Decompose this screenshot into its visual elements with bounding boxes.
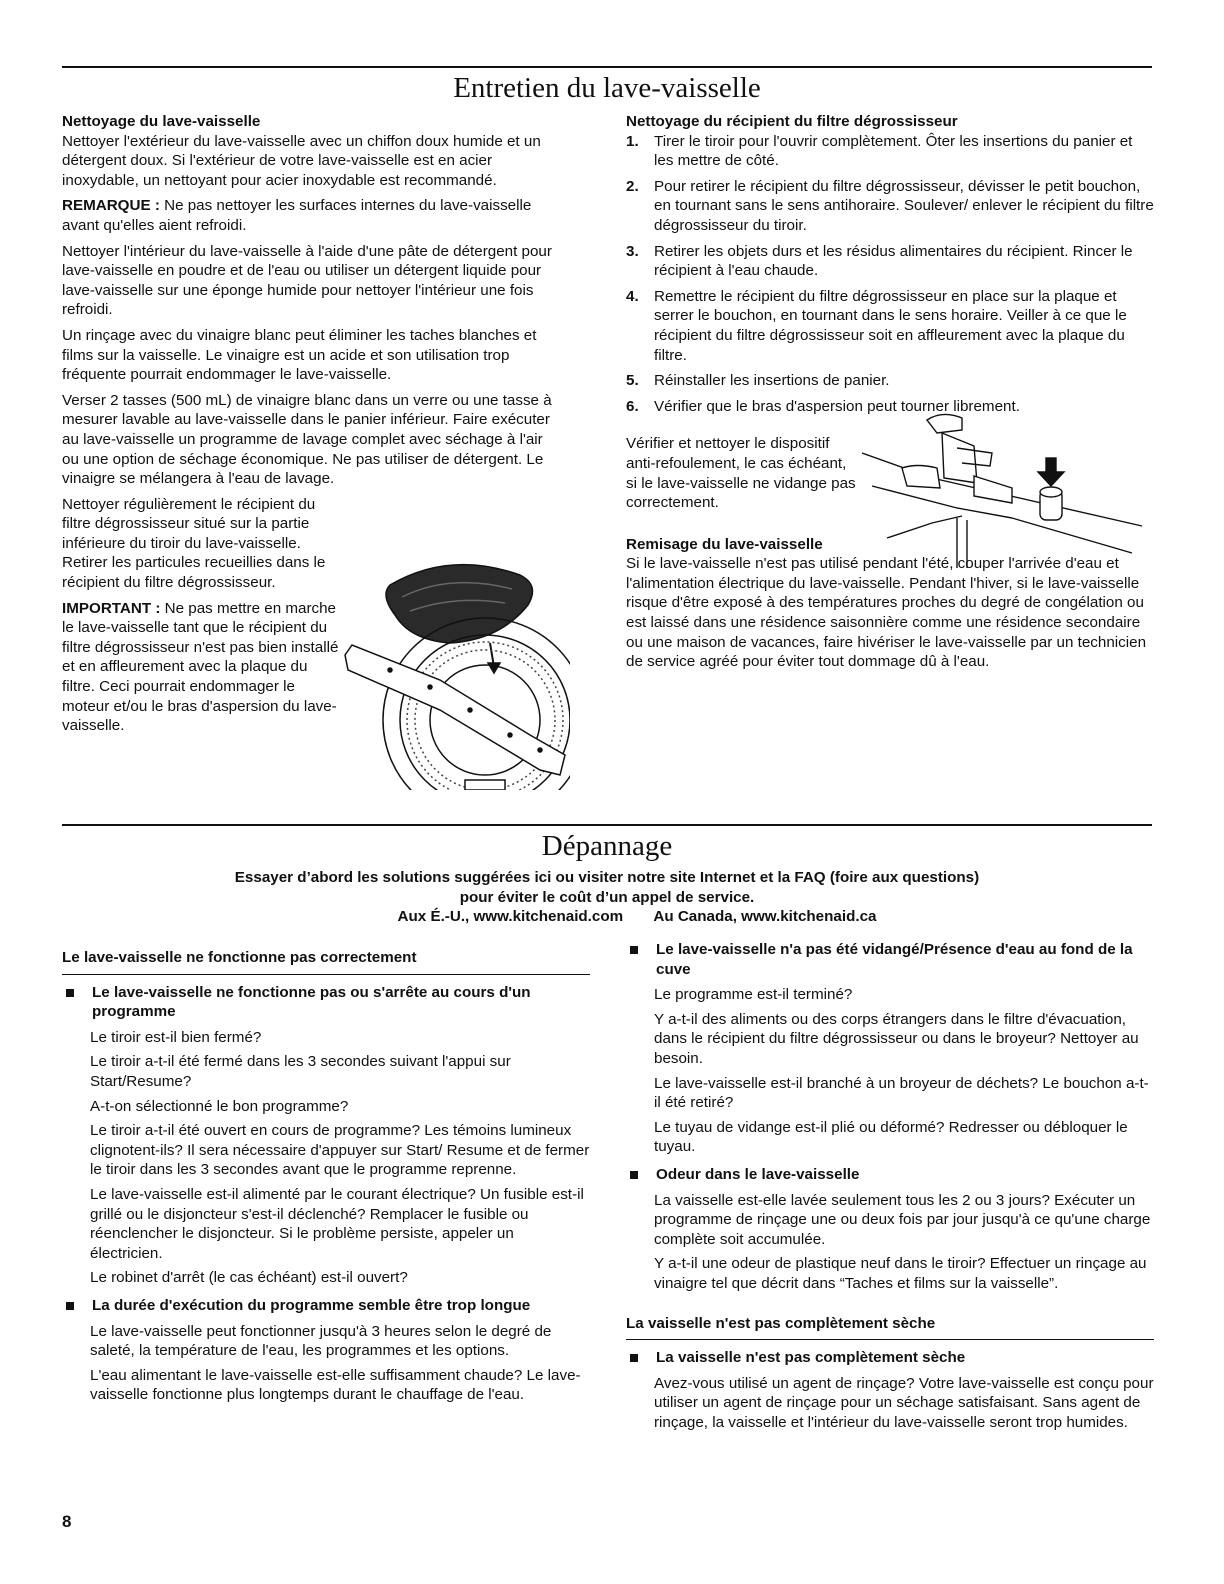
answer-item: Le tuyau de vidange est-il plié ou déformé? Redresser ou débloquer le tuyau. [654,1118,1128,1156]
answer-item: Le lave-vaisselle peut fonctionner jusqu'à 3 heures selon le degré de saleté, la température de l'eau, les programmes et les options. [90,1322,552,1360]
intro-line-1: Essayer d’abord les solutions suggérées ici ou visiter notre site Internet et la FAQ (foire aux questions) [234,869,980,886]
step-2: 2. Pour retirer le récipient du filtre dégrossisseur, dévisser le petit bouchon, en tournant sans le sens antihoraire. Soulever/ enlever le récipient du filtre dégrossisseur du tiroir. [626,177,1154,234]
step-5: 5. Réinstaller les insertions de panier. [626,372,890,390]
problem-5-answers [626,1374,1154,1433]
problem-4-answers [626,1191,1154,1294]
paragraph-exterieur: Nettoyer l'extérieur du lave-vaisselle avec un chiffon doux humide et un détergent doux. Si l'extérieur de votre lave-vaisselle est en acier inoxydable, un nettoyant pour acier inoxydable est recommandé. [62,132,541,189]
canada-website-link[interactable]: Au Canada, www.kitchenaid.ca [653,908,877,926]
important-text: Ne pas mettre en marche le lave-vaisselle tant que le récipient du filtre dégrossisseur n'est pas bien installé et en affleurement avec la plaque du filtre. Ceci pourrait endommager le moteur et/ou le bras d'aspersion du lave-vaisselle. [62,599,339,735]
paragraph-interieur: Nettoyer l'intérieur du lave-vaisselle à l'aide d'une pâte de détergent pour lave-vaisselle en poudre et de l'eau ou utiliser un détergent liquide pour lave-vaisselle sur une éponge humide pour nettoyer l'intérieur une fois refroidi. [62,242,552,319]
step-4: 4. Remettre le récipient du filtre dégrossisseur en place sur la plaque et serrer le bouchon, en tournant dans le sens horaire. Veiller à ce que le récipient du filtre dégrossisseur soit en affleurement avec la plaque du filtre. [626,287,1127,364]
us-website-link[interactable]: Aux É.-U., www.kitchenaid.com [397,908,624,926]
page-number: 8 [62,1512,72,1531]
answer-item: A-t-on sélectionné le bon programme? [90,1097,349,1115]
air-gap-illustration [862,408,1152,568]
answer-item: Le tiroir est-il bien fermé? [90,1028,262,1046]
answer-item: Le tiroir a-t-il été ouvert en cours de programme? Les témoins lumineux clignotent-ils? Il sera nécessaire d'appuyer sur Start/ Resume et de fermer le tiroir dans les 3 secondes avant que le programme reprenne. [90,1122,590,1179]
paragraph-filtre: Nettoyer régulièrement le récipient du filtre dégrossisseur situé sur la partie inférieure du tiroir du lave-vaisselle. Retirer les particules recueillies dans le récipient du filtre dégrossisseur. [62,495,326,592]
answer-item: Le lave-vaisselle est-il branché à un broyeur de déchets? Le bouchon a-t-il été retiré? [654,1074,1149,1112]
problem-2-answers [62,1322,590,1405]
bullet-square [630,1354,638,1362]
intro-line-2: pour éviter le coût d’un appel de service. [459,888,755,906]
answer-item: Le programme est-il terminé? [654,986,853,1004]
problem-odeur: Odeur dans le lave-vaisselle [626,1165,1154,1185]
step-3: 3. Retirer les objets durs et les résidus alimentaires du récipient. Rincer le récipient à l'eau chaude. [626,242,1133,280]
answer-item: Le robinet d'arrêt (le cas échéant) est-il ouvert? [90,1269,408,1287]
bullet-square [630,946,638,954]
problem-3-answers [626,985,1154,1157]
problem-duree-trop-longue: La durée d'exécution du programme semble être trop longue [62,1296,590,1316]
middle-rule [62,824,1152,826]
answer-item: Le tiroir a-t-il été fermé dans les 3 secondes suivant l'appui sur Start/Resume? [90,1053,511,1090]
important-label: IMPORTANT : [62,599,161,617]
problem-pas-vidange: Le lave-vaisselle n'a pas été vidangé/Présence d'eau au fond de la cuve [626,940,1154,979]
depannage-left-column [62,948,590,1410]
answer-item: Le lave-vaisselle est-il alimenté par le courant électrique? Un fusible est-il grillé ou le disjoncteur s'est-il déclenché? Remplacer le fusible ou réenclencher le disjoncteur. Si le problème persiste, appeler un électricien. [90,1185,584,1262]
bullet-square [630,1171,638,1179]
depannage-intro [62,868,1152,927]
paragraph-remarque [62,196,560,235]
category-pas-seche: La vaisselle n'est pas complètement sèche [626,1314,1154,1341]
step-1: 1. Tirer le tiroir pour l'ouvrir complètement. Ôter les insertions du panier et les mettre de côté. [626,132,1133,170]
section-title-entretien: Entretien du lave-vaisselle [453,72,761,104]
paragraph-verser: Verser 2 tasses (500 mL) de vinaigre blanc dans un verre ou une tasse à mesurer lavable au lave-vaisselle dans le panier inférieur. Faire exécuter au lave-vaisselle un programme de lavage complet avec séchage à l'air ou une option de séchage économique. Ne pas utiliser de détergent. Le vinaigre se mélangera à l'eau de lavage. [62,391,552,488]
paragraph-remisage: Si le lave-vaisselle n'est pas utilisé pendant l'été, couper l'arrivée d'eau et l'alimentation électrique du lave-vaisselle. Pendant l'hiver, si le lave-vaisselle risque d'être exposé à des températures proches du degré de congélation ou est laissé dans une résidence saisonnière comme une résidence secondaire ou une maison de vacances, faire hivériser le lave-vaisselle par un technicien de service agréé pour éviter tout dommage dû à l'eau. [626,555,1147,671]
paragraph-vinaigre: Un rinçage avec du vinaigre blanc peut éliminer les taches blanches et films sur la vaisselle. Le vinaigre est un acide et son utilisation trop fréquente pourrait endommager le lave-vaisselle. [62,326,537,384]
bullet-square [66,989,74,997]
depannage-right-column [626,932,1154,1437]
cleaning-steps [626,132,1154,417]
problem-ne-fonctionne-pas: Le lave-vaisselle ne fonctionne pas ou s'arrête au cours d'un programme [62,983,590,1022]
step-6: 6. Vérifier que le bras d'aspersion peut tourner librement. [626,397,1020,415]
remarque-text: Ne pas nettoyer les surfaces internes du lave-vaisselle avant qu'elles aient refroidi. [62,197,532,234]
heading-recipient-filtre: Nettoyage du récipient du filtre dégrossisseur [626,113,958,130]
answer-item: Avez-vous utilisé un agent de rinçage? Votre lave-vaisselle est conçu pour utiliser un agent de rinçage pour un séchage satisfaisant. Sans agent de rinçage, la vaisselle et l'intérieur du lave-vaisselle seront trop humides. [654,1374,1154,1431]
problem-1-answers [62,1028,590,1288]
entretien-right-column [626,112,1154,678]
answer-item: L'eau alimentant le lave-vaisselle est-elle suffisamment chaude? Le lave-vaisselle fonctionne plus longtemps durant le chauffage de l'eau. [90,1366,581,1404]
bullet-square [66,1302,74,1310]
category-ne-fonctionne-pas: Le lave-vaisselle ne fonctionne pas correctement [62,948,590,975]
filter-illustration [340,545,570,790]
answer-item: La vaisselle est-elle lavée seulement tous les 2 ou 3 jours? Exécuter un programme de rinçage une ou deux fois par jour jusqu'à ce qu'une charge complète soit accumulée. [654,1191,1151,1248]
remarque-label: REMARQUE : [62,197,160,215]
section-title-depannage: Dépannage [541,830,673,862]
heading-remisage: Remisage du lave-vaisselle [626,535,823,553]
paragraph-anti-refoulement: Vérifier et nettoyer le dispositif anti-refoulement, le cas échéant, si le lave-vaisselle ne vidange pas correctement. [626,435,856,512]
problem-pas-seche: La vaisselle n'est pas complètement sèche [626,1348,1154,1368]
top-rule [62,66,1152,68]
paragraph-important [62,599,340,736]
website-line [62,907,1152,927]
heading-nettoyage: Nettoyage du lave-vaisselle [62,113,261,130]
answer-item: Y a-t-il des aliments ou des corps étrangers dans le filtre d'évacuation, dans le récipient du filtre dégrossisseur ou dans le broyeur? Nettoyer au besoin. [654,1010,1139,1067]
answer-item: Y a-t-il une odeur de plastique neuf dans le tiroir? Effectuer un rinçage au vinaigre tel que décrit dans “Taches et films sur la vaisselle”. [654,1255,1147,1292]
